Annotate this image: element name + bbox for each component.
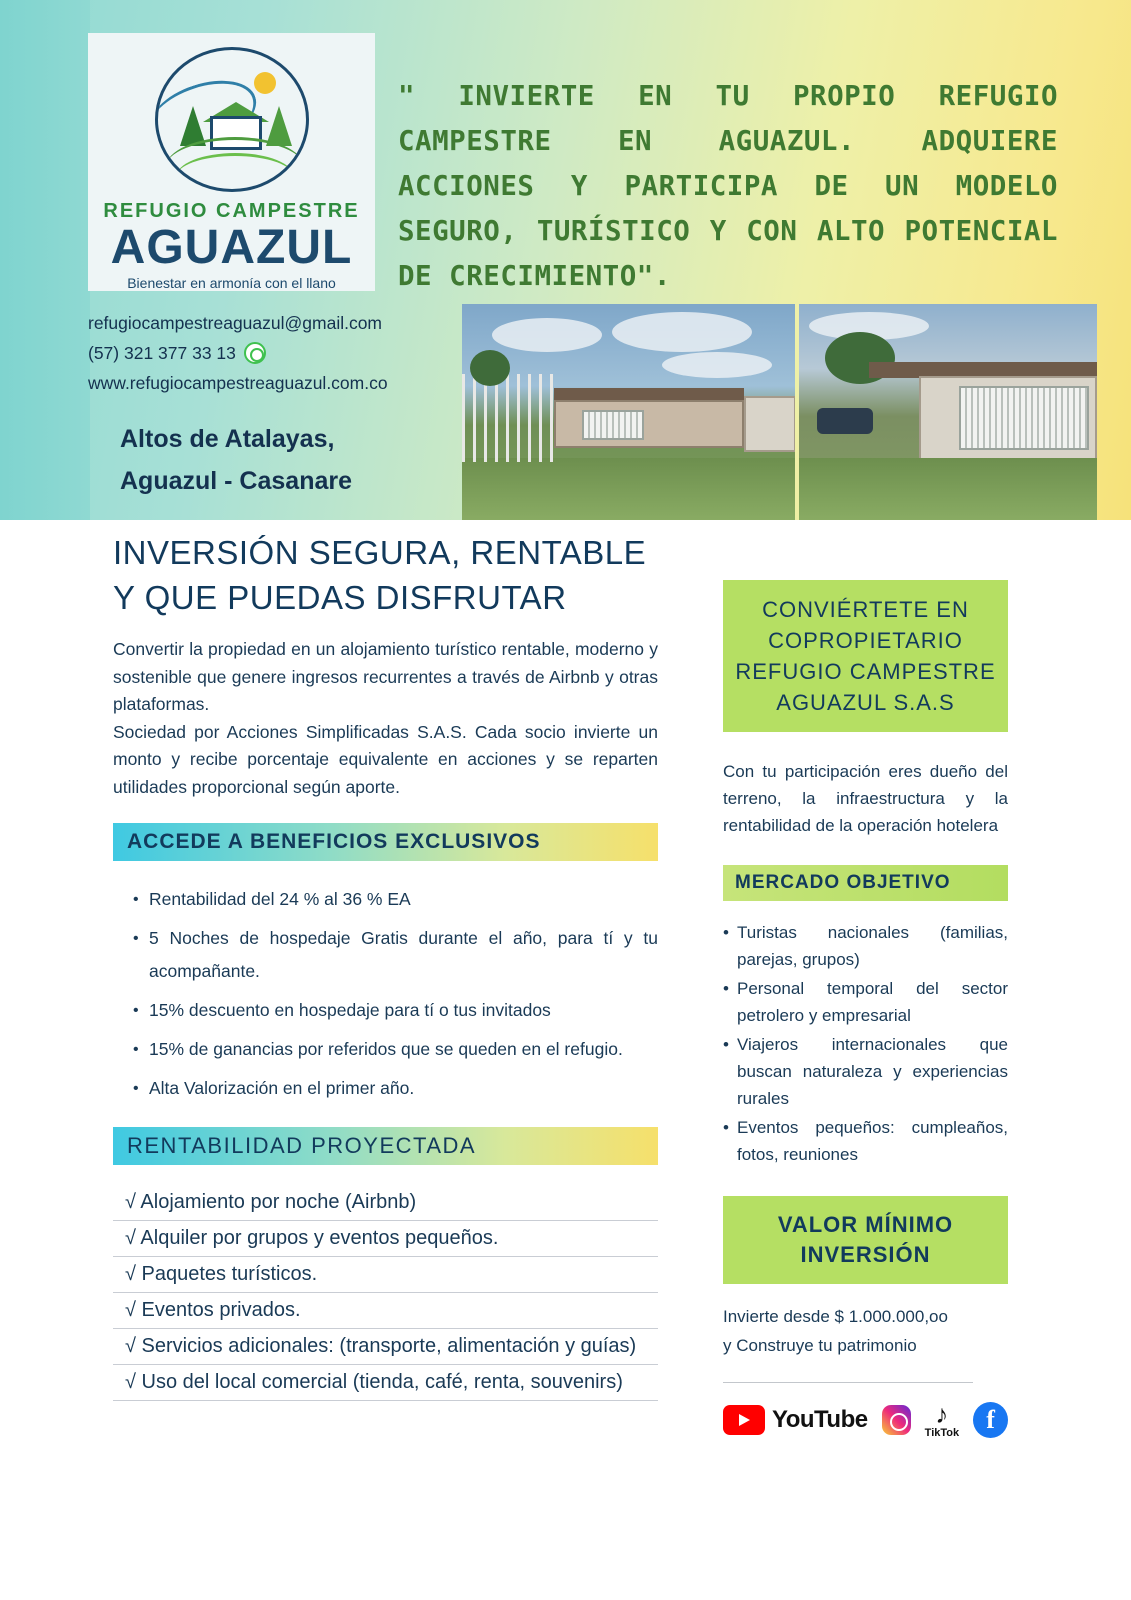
youtube-link[interactable] — [723, 1405, 868, 1435]
sun-icon — [254, 72, 276, 94]
contact-block — [88, 308, 448, 398]
contact-website: www.refugiocampestreaguazul.com.co — [88, 373, 388, 393]
contact-email: refugiocampestreaguazul@gmail.com — [88, 313, 383, 333]
address-block — [120, 418, 450, 502]
contact-phone-row[interactable] — [88, 338, 448, 368]
list-item: • 5 Noches de hospedaje Gratis durante el año, para tí y tu acompañante. — [133, 922, 658, 988]
investment-line1: Invierte desde $ 1.000.000,oo — [723, 1307, 948, 1326]
address-line1: Altos de Atalayas, — [120, 425, 335, 453]
minimum-value-line2: INVERSIÓN — [800, 1242, 931, 1267]
list-item: • Rentabilidad del 24 % al 36 % EA — [133, 883, 658, 916]
coowner-text: Con tu participación eres dueño del terreno, la infraestructura y la rentabilidad de la operación hotelera — [723, 762, 1008, 835]
list-item: • Eventos pequeños: cumpleaños, fotos, reuniones — [723, 1114, 1008, 1168]
intro-paragraphs — [113, 636, 658, 801]
minimum-value-line1: VALOR MÍNIMO — [777, 1212, 954, 1237]
left-column — [113, 530, 658, 1401]
property-photos — [462, 304, 1097, 520]
profitability-band: RENTABILIDAD PROYECTADA — [113, 1127, 658, 1165]
table-row: √ Servicios adicionales: (transporte, alimentación y guías) — [113, 1329, 658, 1365]
property-photo-1 — [462, 304, 795, 520]
list-item: • 15% de ganancias por referidos que se queden en el refugio. — [133, 1033, 658, 1066]
section-title-line1: INVERSIÓN SEGURA, RENTABLE — [113, 534, 647, 571]
tiktok-label: TikTok — [924, 1427, 960, 1439]
logo-tagline: Bienestar en armonía con el llano — [127, 275, 336, 291]
list-item: • Personal temporal del sector petrolero y empresarial — [723, 975, 1008, 1029]
profitability-rows — [113, 1185, 658, 1401]
youtube-label: YouTube — [772, 1406, 868, 1433]
investment-text — [723, 1302, 1008, 1360]
table-row: √ Alojamiento por noche (Airbnb) — [113, 1185, 658, 1221]
coowner-box: CONVIÉRTETE EN COPROPIETARIO REFUGIO CAMPESTRE AGUAZUL S.A.S — [723, 580, 1008, 732]
section-title-line2: Y QUE PUEDAS DISFRUTAR — [113, 579, 567, 616]
list-item: • Alta Valorización en el primer año. — [133, 1072, 658, 1105]
market-band: MERCADO OBJETIVO — [723, 865, 1008, 901]
social-links — [723, 1401, 1008, 1439]
list-item: • Turistas nacionales (familias, parejas, grupos) — [723, 919, 1008, 973]
minimum-value-box — [723, 1196, 1008, 1284]
list-item: • 15% descuento en hospedaje para tí o tus invitados — [133, 994, 658, 1027]
divider — [723, 1382, 973, 1383]
right-column — [723, 580, 1008, 1439]
table-row: √ Alquiler por grupos y eventos pequeños. — [113, 1221, 658, 1257]
benefits-list — [113, 883, 658, 1105]
table-row: √ Eventos privados. — [113, 1293, 658, 1329]
logo-name-line2: AGUAZUL — [110, 221, 353, 274]
whatsapp-icon[interactable] — [244, 342, 266, 364]
contact-website-row[interactable] — [88, 368, 448, 398]
address-line2: Aguazul - Casanare — [120, 467, 353, 495]
table-row: √ Uso del local comercial (tienda, café, renta, souvenirs) — [113, 1365, 658, 1401]
contact-email-row[interactable] — [88, 308, 448, 338]
intro-paragraph-2: Sociedad por Acciones Simplificadas S.A.S. Cada socio invierte un monto y recibe porcentaje equivalente en acciones y se reparten utilidades proporcional según aporte. — [113, 721, 658, 797]
hero-left-gradient — [0, 0, 90, 520]
headline-quote: " INVIERTE EN TU PROPIO REFUGIO CAMPESTRE EN AGUAZUL. ADQUIERE ACCIONES Y PARTICIPA DE UN MODELO SEGURO, TURÍSTICO Y CON ALTO POTENCIAL DE CRECIMIENTO". — [398, 80, 1058, 292]
benefits-band: ACCEDE A BENEFICIOS EXCLUSIVOS — [113, 823, 658, 861]
intro-paragraph-1: Convertir la propiedad en un alojamiento turístico rentable, moderno y sostenible que genere ingresos recurrentes a través de Airbnb y otras plataformas. — [113, 639, 658, 714]
logo-card — [88, 33, 375, 291]
facebook-icon[interactable]: f — [973, 1402, 1008, 1438]
tiktok-link[interactable] — [925, 1401, 959, 1439]
instagram-icon[interactable] — [882, 1405, 911, 1435]
table-row: √ Paquetes turísticos. — [113, 1257, 658, 1293]
investment-line2: y Construye tu patrimonio — [723, 1336, 917, 1355]
logo-emblem-icon — [155, 47, 309, 192]
section-title — [113, 530, 658, 620]
market-list — [723, 919, 1008, 1168]
logo-name-line1: REFUGIO CAMPESTRE — [103, 200, 360, 222]
contact-phone: (57) 321 377 33 13 — [88, 343, 236, 363]
property-photo-2 — [799, 304, 1097, 520]
youtube-icon — [723, 1405, 765, 1435]
tiktok-icon: ♪ — [935, 1399, 949, 1429]
list-item: • Viajeros internacionales que buscan naturaleza y experiencias rurales — [723, 1031, 1008, 1112]
